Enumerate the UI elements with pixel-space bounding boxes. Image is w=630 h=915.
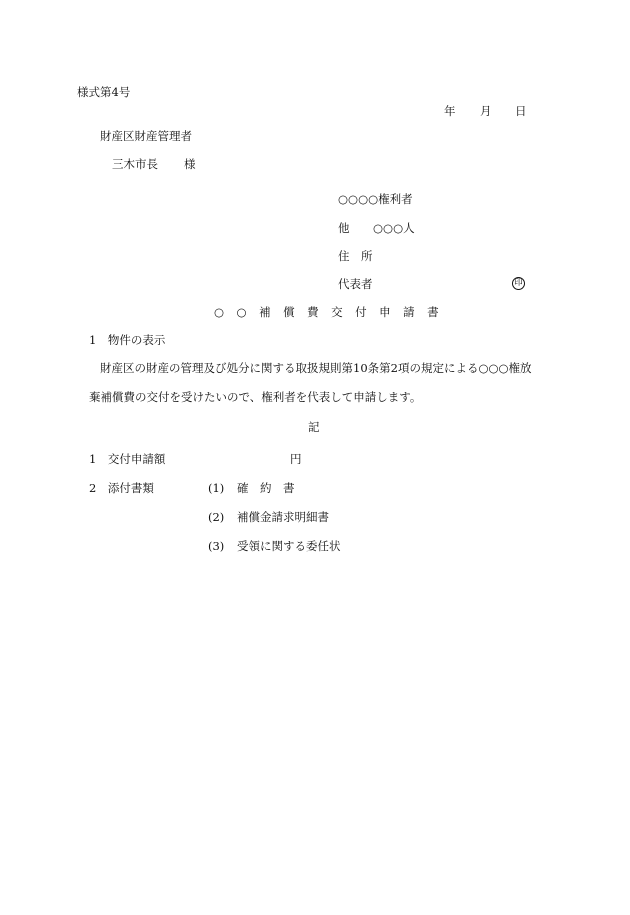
section-body-line2: 棄補償費の交付を受けたいので、権利者を代表して申請します。	[89, 390, 422, 404]
attachment-number: (2)	[208, 510, 225, 524]
attachment-name: 確 約 書	[237, 481, 295, 495]
document-title: ○ ○ 補 償 費 交 付 申 請 書	[214, 305, 440, 319]
attachments-label: 2 添付書類	[89, 481, 154, 495]
date-day: 日	[515, 104, 527, 118]
addressee-office: 財産区財産管理者	[100, 129, 192, 143]
attachment-number: (3)	[208, 539, 225, 553]
amount-label: 1 交付申請額	[89, 452, 166, 466]
addressee-honorific: 様	[184, 157, 196, 171]
date-month: 月	[480, 104, 492, 118]
section-body-line1: 財産区の財産の管理及び処分に関する取扱規則第10条第2項の規定による○○○権放	[100, 361, 532, 375]
attachment-number: (1)	[208, 481, 225, 495]
section-heading: 1 物件の表示	[89, 333, 166, 347]
seal-mark: 印	[512, 277, 525, 290]
rights-holder: ○○○○権利者	[338, 192, 413, 206]
form-number: 様式第4号	[77, 85, 131, 99]
attachment-name: 受領に関する委任状	[237, 539, 341, 553]
record-mark: 記	[308, 420, 320, 434]
address-label: 住 所	[338, 249, 373, 263]
attachment-name: 補償金請求明細書	[237, 510, 329, 524]
others-count: ○○○人	[373, 221, 415, 235]
representative-label: 代表者	[338, 277, 373, 291]
addressee-name: 三木市長	[112, 157, 158, 171]
amount-unit: 円	[290, 452, 302, 466]
others-label: 他	[338, 221, 350, 235]
date-year: 年	[444, 104, 456, 118]
